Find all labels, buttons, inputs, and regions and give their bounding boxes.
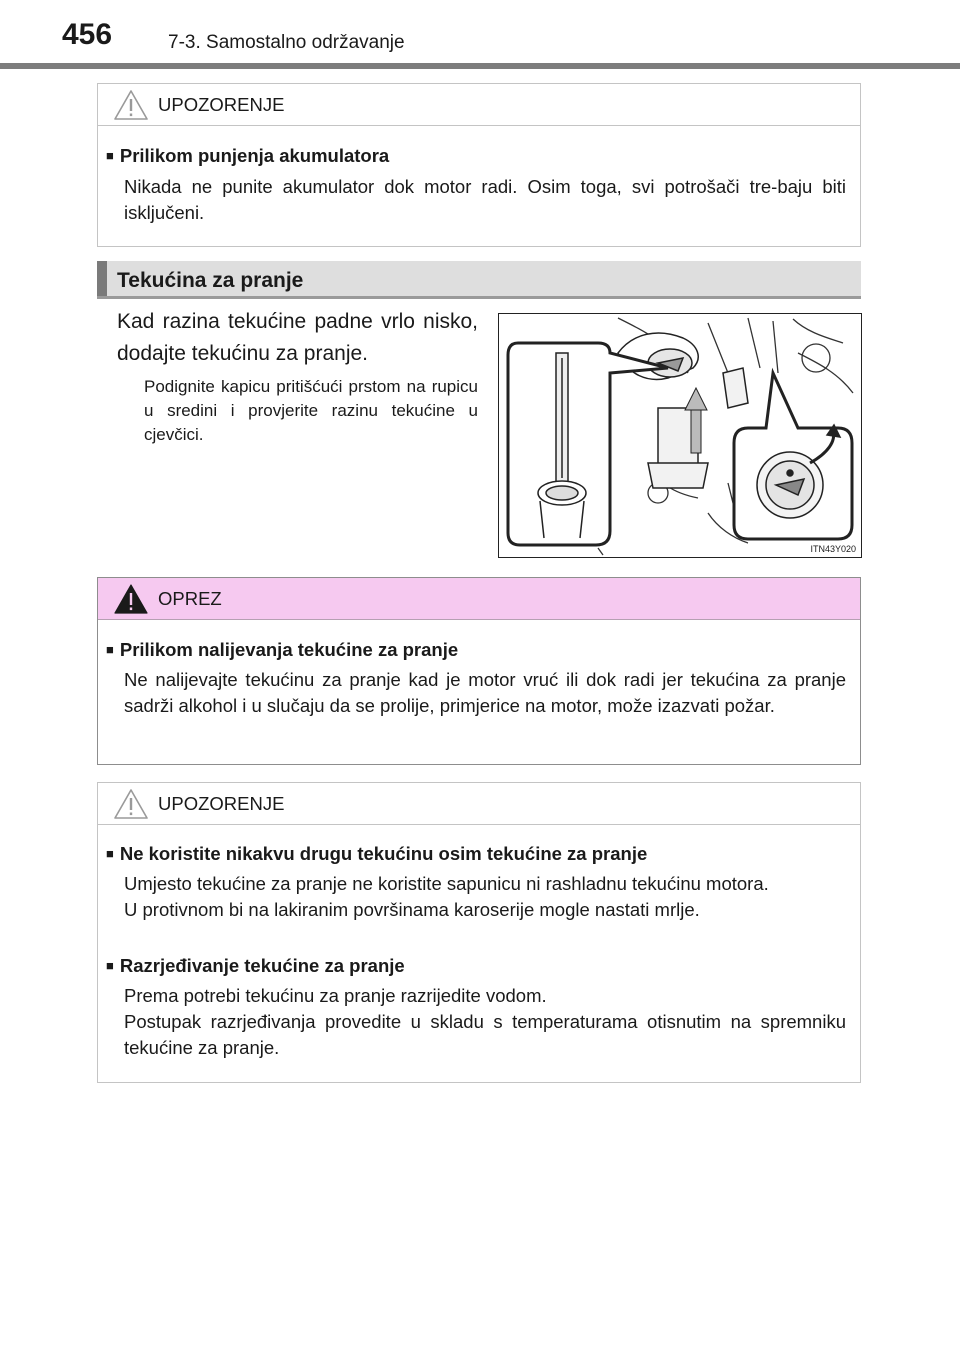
caution-box <box>97 577 861 765</box>
washer-reservoir-illustration <box>498 313 862 558</box>
warning-label: UPOZORENJE <box>158 94 285 115</box>
warning-triangle-icon <box>113 89 149 121</box>
warning-item-title: ■ Ne koristite nikakvu drugu tekućinu osim tekućine za pranje <box>106 843 647 865</box>
page-header <box>0 0 960 70</box>
instruction-text: Podignite kapicu pritišćući prstom na rupicu u sredini i provjerite razinu tekućine u cjevčici. <box>144 377 478 444</box>
warning-item-line: Postupak razrjeđivanja provedite u skladu s temperaturama otisnutim na spremniku tekućine za pranje. <box>124 1011 846 1058</box>
page-number: 456 <box>62 18 113 51</box>
warning-item-line: Prema potrebi tekućinu za pranje razrijedite vodom. <box>124 985 547 1006</box>
heading-accent <box>97 261 107 299</box>
heading-underline <box>97 296 861 299</box>
caution-item-body: Ne nalijevajte tekućinu za pranje kad je motor vruć ili dok radi jer tekućina za pranje sadrži alkohol i u slučaju da se prolije, primjerice na motor, može izazvati požar. <box>124 669 846 716</box>
header-rule <box>0 63 960 69</box>
washer-reservoir-drawing <box>498 313 862 558</box>
caution-label: OPREZ <box>158 588 222 609</box>
warning-label: UPOZORENJE <box>158 793 285 814</box>
warning-box-1 <box>97 83 861 247</box>
caution-box-header <box>98 578 860 620</box>
section-heading <box>97 261 861 299</box>
warning-box-header <box>98 84 860 126</box>
intro-text: Kad razina tekućine padne vrlo nisko, dodajte tekućinu za pranje. <box>117 310 478 365</box>
warning-item-body <box>124 983 846 1061</box>
warning-item-line: Umjesto tekućine za pranje ne koristite sapunicu ni rashladnu tekućinu motora. <box>124 873 769 894</box>
warning-item-body: Nikada ne punite akumulator dok motor radi. Osim toga, svi potrošači tre-baju biti isključeni. <box>124 176 846 223</box>
warning-box-header <box>98 783 860 825</box>
section-title: 7-3. Samostalno održavanje <box>168 32 405 53</box>
warning-item-title: ■ Prilikom punjenja akumulatora <box>106 145 389 167</box>
warning-item-body <box>124 871 846 923</box>
caution-item-title: ■ Prilikom nalijevanja tekućine za pranje <box>106 639 458 661</box>
caution-triangle-icon <box>113 583 149 615</box>
figure-code: ITN43Y020 <box>810 544 856 554</box>
warning-item-line: U protivnom bi na lakiranim površinama karoserije mogle nastati mrlje. <box>124 899 700 920</box>
warning-item-title: ■ Razrjeđivanje tekućine za pranje <box>106 955 405 977</box>
warning-box-2 <box>97 782 861 1083</box>
heading-text: Tekućina za pranje <box>117 269 304 292</box>
warning-triangle-icon <box>113 788 149 820</box>
